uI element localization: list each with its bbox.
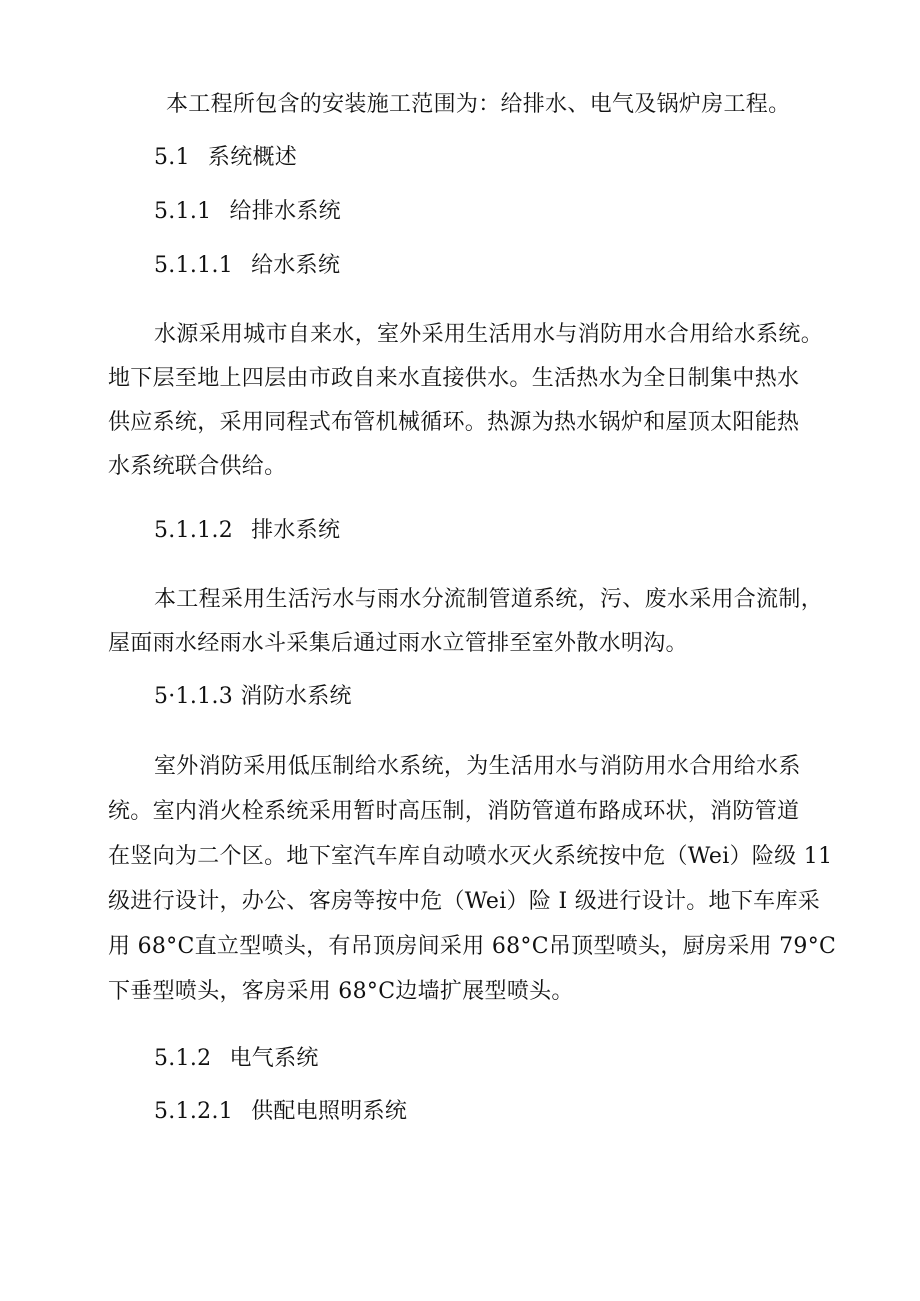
heading-number: 5.1.2 — [154, 1046, 212, 1071]
heading-number: 5.1.1.1 — [154, 253, 234, 278]
heading-5-1 — [154, 143, 297, 173]
intro-paragraph: 本工程所包含的安装施工范围为：给排水、电气及锅炉房工程。 — [166, 92, 791, 117]
fire-water-line: 室外消防采用低压制给水系统，为生活用水与消防用水合用给水系 — [154, 754, 801, 779]
heading-title: 供配电照明系统 — [251, 1099, 408, 1124]
heading-5-1-1 — [154, 197, 341, 227]
heading-title: 给排水系统 — [229, 199, 341, 224]
fire-water-line: 用 68°C直立型喷头，有吊顶房间采用 68°C吊顶型喷头，厨房采用 79°C — [108, 934, 837, 959]
heading-5-1-2-1 — [154, 1097, 407, 1127]
heading-number: 5.1.1 — [154, 199, 212, 224]
fire-water-line: 级进行设计，办公、客房等按中危（Wei）险 I 级进行设计。地下车库采 — [108, 889, 821, 914]
fire-water-line: 在竖向为二个区。地下室汽车库自动喷水灭火系统按中危（Wei）险级 11 — [108, 844, 833, 869]
drainage-line: 屋面雨水经雨水斗采集后通过雨水立管排至室外散水明沟。 — [108, 631, 688, 656]
heading-5-1-1-3: 5·1.1.3 消防水系统 — [154, 684, 352, 709]
heading-title: 给水系统 — [251, 253, 341, 278]
heading-title: 排水系统 — [251, 518, 341, 543]
drainage-line: 本工程采用生活污水与雨水分流制管道系统，污、废水采用合流制， — [154, 587, 824, 612]
heading-5-1-1-2 — [154, 516, 340, 546]
water-supply-line: 地下层至地上四层由市政自来水直接供水。生活热水为全日制集中热水 — [108, 366, 800, 391]
heading-title: 系统概述 — [207, 145, 298, 170]
heading-number: 5.1.1.2 — [154, 518, 234, 543]
water-supply-line: 水系统联合供给。 — [108, 454, 287, 479]
water-supply-line: 水源采用城市自来水，室外采用生活用水与消防用水合用给水系统。 — [154, 322, 824, 347]
fire-water-line: 统。室内消火栓系统采用暂时高压制，消防管道布路成环状，消防管道 — [108, 799, 800, 824]
water-supply-line: 供应系统，采用同程式布管机械循环。热源为热水锅炉和屋顶太阳能热 — [108, 410, 800, 435]
heading-number: 5.1 — [154, 145, 190, 170]
heading-5-1-1-1 — [154, 251, 340, 281]
heading-title: 电气系统 — [229, 1046, 319, 1071]
fire-water-line: 下垂型喷头，客房采用 68°C边墙扩展型喷头。 — [108, 979, 574, 1004]
heading-number: 5.1.2.1 — [154, 1099, 234, 1124]
heading-5-1-2 — [154, 1044, 319, 1074]
